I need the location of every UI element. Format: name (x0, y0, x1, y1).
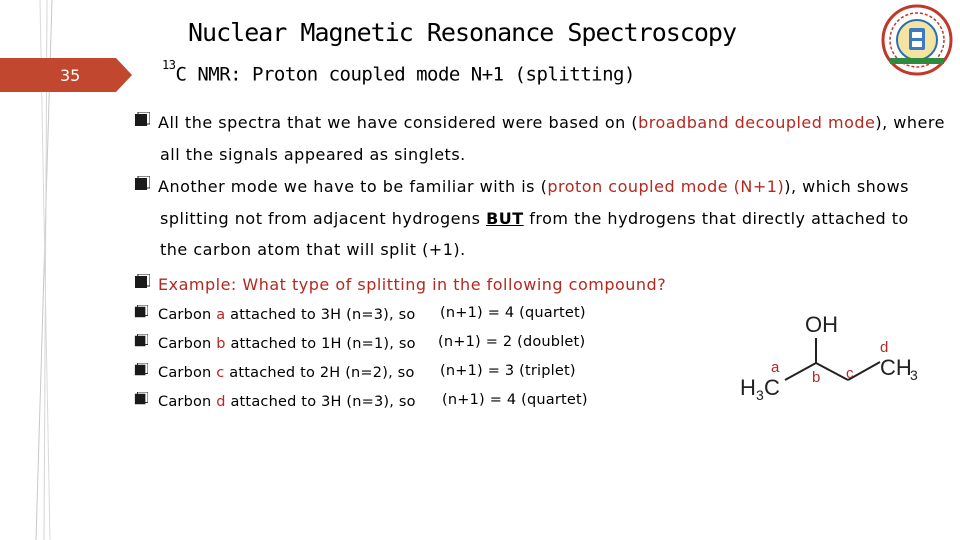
paragraph-2-line-2-a: splitting not from adjacent hydrogens (160, 209, 487, 228)
carbon-description: attached to 1H (n=1), so (225, 336, 416, 352)
list-item (134, 305, 415, 323)
list-item (134, 334, 416, 352)
paragraph-2-highlight: proton coupled mode (N+1) (547, 177, 785, 196)
bonds (785, 338, 880, 380)
paragraph-2-text-c: ), which shows (784, 177, 909, 196)
ch3-3: 3 (910, 367, 918, 383)
list-item (134, 363, 415, 381)
paragraph-2-line-2 (160, 209, 909, 228)
carbon-prefix: Carbon (158, 307, 217, 323)
carbon-letter: c (216, 365, 225, 381)
paragraph-1-highlight: broadband decoupled mode (638, 113, 876, 132)
checkbox-bullet-icon (134, 274, 152, 294)
carbon-prefix: Carbon (158, 365, 217, 381)
checkbox-bullet-icon (134, 392, 152, 410)
carbon-result: (n+1) = 2 (doublet) (438, 334, 586, 350)
subtitle-superscript: 13 (162, 58, 176, 72)
paragraph-1-text-a: All the spectra that we have considered were based on ( (158, 113, 639, 132)
label-a: a (771, 359, 780, 376)
paragraph-1-line-1 (134, 112, 945, 132)
h3c-c: C (764, 375, 780, 400)
checkbox-bullet-icon (134, 305, 152, 323)
label-d: d (880, 339, 889, 356)
carbon-description: attached to 3H (n=3), so (225, 394, 416, 410)
example-line (134, 274, 666, 294)
carbon-letter: a (216, 307, 226, 323)
carbon-description: attached to 2H (n=2), so (224, 365, 415, 381)
carbon-letter: d (216, 394, 226, 410)
university-seal-icon (878, 4, 956, 76)
checkbox-bullet-icon (134, 363, 152, 381)
h3c-h: H (740, 375, 756, 400)
h3c-3: 3 (756, 387, 764, 403)
carbon-prefix: Carbon (158, 336, 217, 352)
oh-label: OH (805, 312, 838, 337)
checkbox-bullet-icon (134, 334, 152, 352)
list-item (134, 392, 416, 410)
paragraph-1-line-2: all the signals appeared as singlets. (160, 145, 466, 164)
checkbox-bullet-icon (134, 176, 152, 196)
ch3-ch: CH (880, 355, 912, 380)
subtitle-text: C NMR: Proton coupled mode N+1 (splitting) (175, 63, 635, 86)
carbon-result: (n+1) = 4 (quartet) (440, 305, 586, 321)
carbon-prefix: Carbon (158, 394, 217, 410)
checkbox-bullet-icon (134, 112, 152, 132)
page-title: Nuclear Magnetic Resonance Spectroscopy (188, 18, 736, 47)
butanol-structure (730, 300, 940, 410)
label-b: b (812, 369, 821, 386)
carbon-description: attached to 3H (n=3), so (225, 307, 416, 323)
label-c: c (846, 365, 854, 382)
carbon-letter: b (216, 336, 226, 352)
paragraph-1-text-c: ), where (875, 113, 945, 132)
paragraph-2-line-3: the carbon atom that will split (+1). (160, 240, 466, 259)
carbon-result: (n+1) = 4 (quartet) (442, 392, 588, 408)
paragraph-2-line-1 (134, 176, 909, 196)
carbon-result: (n+1) = 3 (triplet) (440, 363, 576, 379)
slide-number: 35 (60, 66, 81, 85)
example-question: Example: What type of splitting in the following compound? (158, 275, 667, 294)
paragraph-2-text-a: Another mode we have to be familiar with is ( (158, 177, 548, 196)
paragraph-2-line-2-c: from the hydrogens that directly attached to (523, 209, 909, 228)
subtitle (162, 58, 635, 86)
paragraph-2-emphasis: BUT (486, 209, 524, 228)
